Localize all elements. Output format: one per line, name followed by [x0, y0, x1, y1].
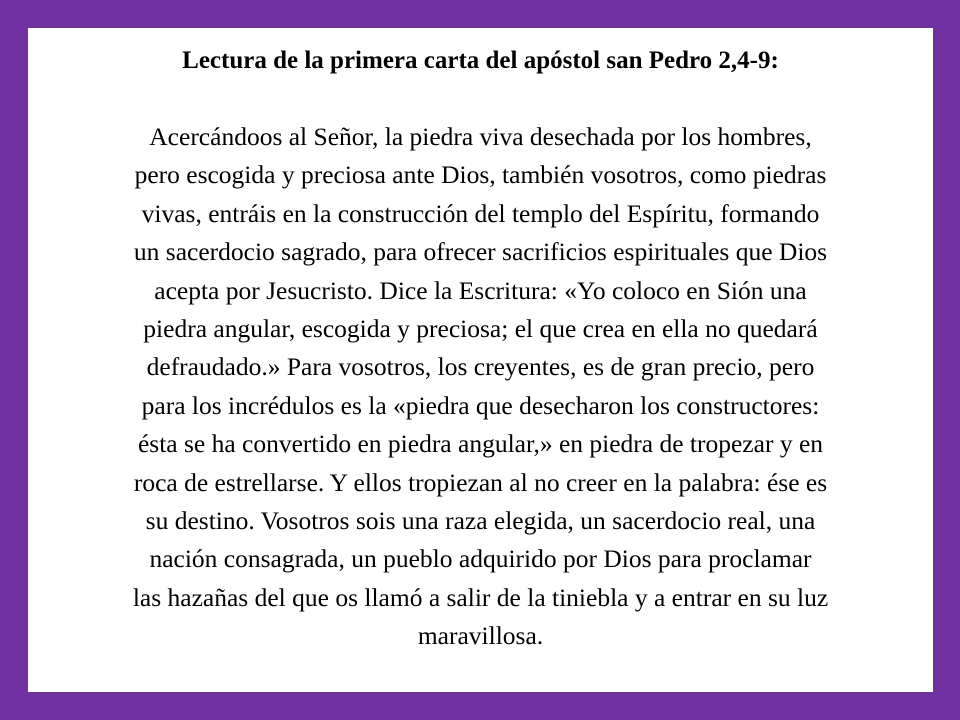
- reading-line: maravillosa.: [417, 621, 544, 651]
- reading-line: acepta por Jesucristo. Dice la Escritura: «Yo coloco en Sión una: [154, 275, 807, 305]
- reading-text: [34, 118, 927, 656]
- reading-line: vivas, entráis en la construcción del templo del Espíritu, formando: [141, 198, 820, 228]
- reading-line: defraudado.» Para vosotros, los creyentes, es de gran precio, pero: [146, 352, 815, 382]
- slide-content-area: [28, 28, 933, 692]
- reading-line: nación consagrada, un pueblo adquirido por Dios para proclamar: [149, 544, 812, 574]
- reading-line: ésta se ha convertido en piedra angular,» en piedra de tropezar y en: [137, 429, 824, 459]
- reading-line: roca de estrellarse. Y ellos tropiezan al no creer en la palabra: ése es: [133, 467, 828, 497]
- reading-line: Acercándoos al Señor, la piedra viva desechada por los hombres,: [149, 122, 812, 151]
- reading-line: las hazañas del que os llamó a salir de la tiniebla y a entrar en su luz: [132, 582, 829, 612]
- reading-line: para los incrédulos es la «piedra que desecharon los constructores:: [141, 390, 820, 420]
- reading-line: pero escogida y preciosa ante Dios, también vosotros, como piedras: [134, 160, 827, 190]
- reading-line: piedra angular, escogida y preciosa; el que crea en ella no quedará: [143, 314, 818, 344]
- reading-line: su destino. Vosotros sois una raza elegida, un sacerdocio real, una: [145, 506, 816, 536]
- slide-title: Lectura de la primera carta del apóstol san Pedro 2,4-9:: [182, 47, 779, 74]
- reading-line: un sacerdocio sagrado, para ofrecer sacrificios espirituales que Dios: [133, 237, 828, 267]
